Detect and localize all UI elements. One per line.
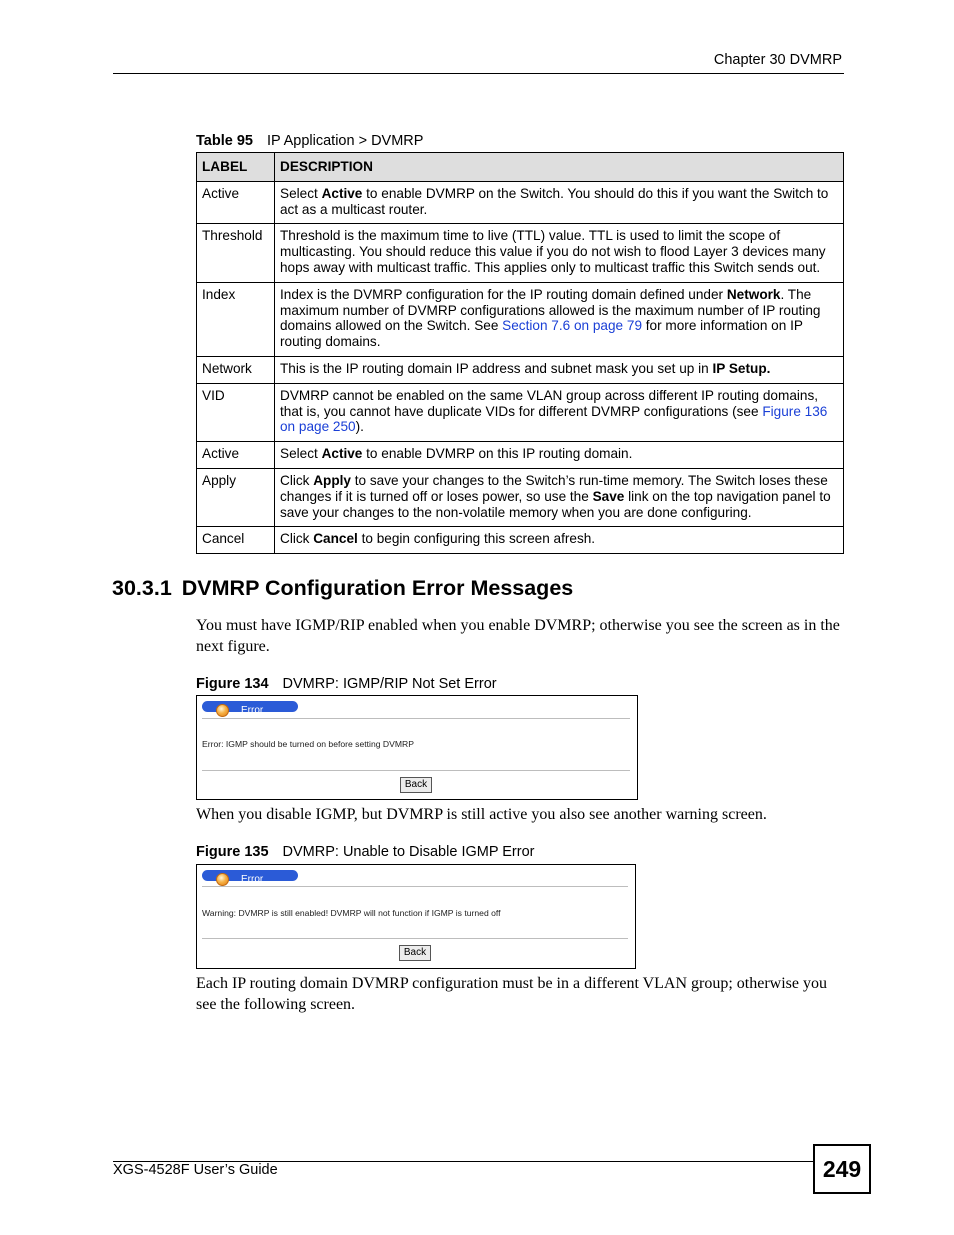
desc-text: link on the top navigation panel to save your changes to the non-volatile memory when you are done configuring. xyxy=(280,488,831,520)
screen-divider xyxy=(202,938,628,939)
desc-text: to begin configuring this screen afresh. xyxy=(357,531,596,547)
table-caption-label: Table 95 xyxy=(196,133,253,149)
table-row xyxy=(197,282,844,356)
figure-135-caption xyxy=(196,844,534,860)
table-caption-text: IP Application > DVMRP xyxy=(266,133,424,149)
desc-text: This is the IP routing domain IP address and subnet mask you set up in xyxy=(280,360,713,376)
error-title: Error xyxy=(241,874,264,885)
row-label: Cancel xyxy=(197,527,275,554)
desc-bold: IP Setup. xyxy=(712,360,771,376)
description-table xyxy=(196,152,844,554)
desc-bold: Network xyxy=(726,286,781,302)
screen-divider xyxy=(202,770,630,771)
section-title: DVMRP Configuration Error Messages xyxy=(181,576,574,600)
row-description xyxy=(275,527,844,554)
row-label: Index xyxy=(197,282,275,356)
error-title-bar xyxy=(202,870,298,885)
desc-text: Click xyxy=(280,531,314,547)
section-link[interactable]: Section 7.6 on page 79 xyxy=(502,318,642,334)
column-label-header: LABEL xyxy=(197,153,275,182)
disable-igmp-error-screen xyxy=(196,864,636,969)
desc-text: to save your changes to the Switch’s run-time memory. The Switch loses these changes if it is turned off or loses power, so use the xyxy=(280,472,828,504)
error-orb-icon xyxy=(216,704,229,717)
error-title-bar xyxy=(202,701,298,716)
row-description xyxy=(275,282,844,356)
desc-bold: Apply xyxy=(313,472,351,488)
figure-134-text: DVMRP: IGMP/RIP Not Set Error xyxy=(282,676,497,692)
figure-135-label: Figure 135 xyxy=(196,844,269,860)
desc-bold: Save xyxy=(592,488,625,504)
igmp-rip-error-screen xyxy=(196,695,638,800)
table-header-row xyxy=(197,153,844,182)
figure-link[interactable]: Figure 136 on page 250 xyxy=(280,403,828,435)
table-caption xyxy=(196,133,423,149)
header-divider xyxy=(113,73,844,74)
desc-text: Index is the DVMRP configuration for the IP routing domain defined under xyxy=(280,286,727,302)
page-number: 249 xyxy=(813,1144,871,1194)
section-heading xyxy=(112,576,573,601)
table-row xyxy=(197,468,844,526)
row-label: Threshold xyxy=(197,224,275,282)
error-message: Error: IGMP should be turned on before setting DVMRP xyxy=(202,739,414,749)
screen-divider xyxy=(202,718,630,719)
row-description xyxy=(275,224,844,282)
row-description xyxy=(275,356,844,383)
figure-134-label: Figure 134 xyxy=(196,676,269,692)
desc-text: for more information on IP routing domains. xyxy=(280,318,803,350)
table-row xyxy=(197,383,844,441)
row-description xyxy=(275,442,844,469)
paragraph-vlan: Each IP routing domain DVMRP configuration must be in a different VLAN group; otherwise you see the following screen. xyxy=(196,975,828,1013)
desc-text: Select xyxy=(280,446,322,462)
table-row xyxy=(197,442,844,469)
table-row xyxy=(197,356,844,383)
desc-text: to enable DVMRP on the Switch. You should do this if you want the Switch to act as a multicast router. xyxy=(280,185,829,217)
paragraph-disable-igmp: When you disable IGMP, but DVMRP is still active you also see another warning screen. xyxy=(196,806,767,823)
desc-text: . The maximum number of DVMRP configurations allowed is the maximum number of IP routing domains allowed on the Switch. See xyxy=(280,286,821,334)
section-number: 30.3.1 xyxy=(112,576,172,600)
back-button[interactable]: Back xyxy=(400,777,432,793)
desc-text: Threshold is the maximum time to live (TTL) value. TTL is used to limit the scope of multicasting. You should reduce this value if you do not wish to flood Layer 3 devices many hops away with multicast traffic. This applies only to multicast traffic this Switch sends out. xyxy=(280,228,826,275)
desc-text: Select xyxy=(280,185,322,201)
row-description xyxy=(275,468,844,526)
table-row xyxy=(197,181,844,224)
warning-message: Warning: DVMRP is still enabled! DVMRP will not function if IGMP is turned off xyxy=(202,908,501,918)
screen-divider xyxy=(202,886,628,887)
figure-134-caption xyxy=(196,676,497,692)
desc-bold: Active xyxy=(321,446,363,462)
row-description xyxy=(275,181,844,224)
error-orb-icon xyxy=(216,873,229,886)
row-label: Active xyxy=(197,181,275,224)
error-title: Error xyxy=(241,705,264,716)
desc-bold: Cancel xyxy=(313,531,358,547)
desc-text: ). xyxy=(355,419,364,435)
figure-135-text: DVMRP: Unable to Disable IGMP Error xyxy=(282,844,535,860)
desc-text: to enable DVMRP on this IP routing domain. xyxy=(362,446,633,462)
paragraph-intro: You must have IGMP/RIP enabled when you enable DVMRP; otherwise you see the screen as in the next figure. xyxy=(196,617,840,655)
footer-guide-title: XGS-4528F User’s Guide xyxy=(113,1162,278,1178)
row-label: VID xyxy=(197,383,275,441)
row-label: Network xyxy=(197,356,275,383)
desc-text: DVMRP cannot be enabled on the same VLAN group across different IP routing domains, that is, you cannot have duplicate VIDs for different DVMRP configurations (see xyxy=(280,387,819,419)
back-button[interactable]: Back xyxy=(399,945,431,961)
chapter-header: Chapter 30 DVMRP xyxy=(713,52,842,68)
column-description-header: DESCRIPTION xyxy=(275,153,844,182)
row-description xyxy=(275,383,844,441)
table-row xyxy=(197,527,844,554)
row-label: Active xyxy=(197,442,275,469)
desc-text: Click xyxy=(280,472,314,488)
table-row xyxy=(197,224,844,282)
row-label: Apply xyxy=(197,468,275,526)
desc-bold: Active xyxy=(321,185,363,201)
